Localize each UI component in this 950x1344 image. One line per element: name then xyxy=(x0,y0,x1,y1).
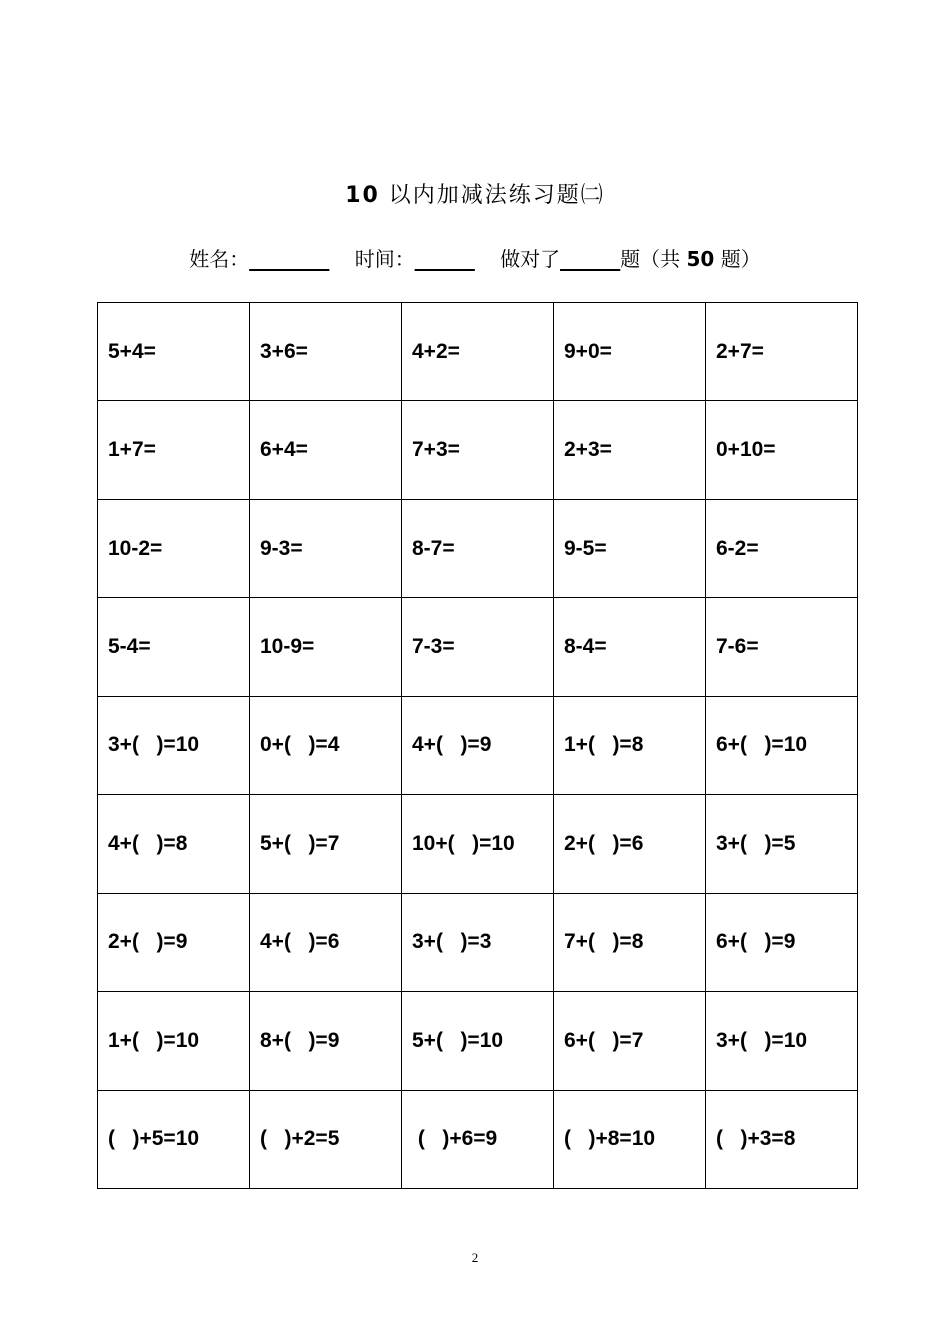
problem-cell: 3+( )=5 xyxy=(706,795,858,893)
time-blank: ______ xyxy=(414,247,475,271)
problem-row xyxy=(98,893,858,991)
problem-cell: 10-2= xyxy=(98,499,250,597)
page-number: 2 xyxy=(471,1250,479,1265)
problem-cell: 3+6= xyxy=(250,303,402,401)
correct-label: 做对了 xyxy=(500,247,561,271)
problem-cell: ( )+5=10 xyxy=(98,1090,250,1189)
problem-cell: 5+4= xyxy=(98,303,250,401)
problem-cell: 7+( )=8 xyxy=(554,893,706,991)
problem-cell: 7+3= xyxy=(402,401,554,499)
problem-row xyxy=(98,303,858,401)
problem-row xyxy=(98,1090,858,1189)
problem-cell: 4+2= xyxy=(402,303,554,401)
problem-cell: 3+( )=10 xyxy=(98,696,250,794)
problem-cell: 1+( )=8 xyxy=(554,696,706,794)
problem-cell: 9-3= xyxy=(250,499,402,597)
info-line xyxy=(0,244,950,274)
problem-cell: 7-6= xyxy=(706,598,858,696)
problem-cell: 1+7= xyxy=(98,401,250,499)
problem-row xyxy=(98,401,858,499)
title-text: 以内加减法练习题㈡ xyxy=(379,183,605,208)
problem-row xyxy=(98,598,858,696)
problem-cell: 6+( )=10 xyxy=(706,696,858,794)
problem-cell: 6+( )=9 xyxy=(706,893,858,991)
problem-cell: 2+( )=9 xyxy=(98,893,250,991)
problem-cell: ( )+2=5 xyxy=(250,1090,402,1189)
problem-cell: 6-2= xyxy=(706,499,858,597)
problem-cell: 0+( )=4 xyxy=(250,696,402,794)
problem-cell: 3+( )=3 xyxy=(402,893,554,991)
problem-cell: ( )+6=9 xyxy=(402,1090,554,1189)
problem-cell: 8+( )=9 xyxy=(250,992,402,1090)
problem-cell: 2+( )=6 xyxy=(554,795,706,893)
problem-cell: 2+3= xyxy=(554,401,706,499)
total-prefix: 题（共 xyxy=(620,247,687,271)
problem-cell: 3+( )=10 xyxy=(706,992,858,1090)
correct-blank: ______ xyxy=(560,247,621,271)
name-label: 姓名： xyxy=(189,247,250,271)
title-number: 10 xyxy=(345,183,380,208)
problem-cell: 10+( )=10 xyxy=(402,795,554,893)
problem-cell: 0+10= xyxy=(706,401,858,499)
problem-cell: 7-3= xyxy=(402,598,554,696)
problem-cell: 9+0= xyxy=(554,303,706,401)
problem-cell: 4+( )=6 xyxy=(250,893,402,991)
problem-cell: 4+( )=8 xyxy=(98,795,250,893)
total-suffix: 题） xyxy=(714,247,761,271)
problem-row xyxy=(98,696,858,794)
problem-cell: 5+( )=10 xyxy=(402,992,554,1090)
problem-cell: ( )+8=10 xyxy=(554,1090,706,1189)
problem-cell: 8-7= xyxy=(402,499,554,597)
total-number: 50 xyxy=(686,247,715,271)
problem-row xyxy=(98,499,858,597)
problem-grid xyxy=(97,302,858,1189)
name-blank: ________ xyxy=(249,247,330,271)
problem-row xyxy=(98,992,858,1090)
problem-cell: 5-4= xyxy=(98,598,250,696)
problem-cell: 1+( )=10 xyxy=(98,992,250,1090)
problem-cell: 9-5= xyxy=(554,499,706,597)
worksheet-title xyxy=(0,180,950,212)
problem-cell: 10-9= xyxy=(250,598,402,696)
time-label: 时间： xyxy=(354,247,415,271)
problem-cell: 6+( )=7 xyxy=(554,992,706,1090)
problem-row xyxy=(98,795,858,893)
problem-cell: ( )+3=8 xyxy=(706,1090,858,1189)
problem-cell: 6+4= xyxy=(250,401,402,499)
problem-cell: 2+7= xyxy=(706,303,858,401)
problem-cell: 8-4= xyxy=(554,598,706,696)
problem-cell: 4+( )=9 xyxy=(402,696,554,794)
problem-cell: 5+( )=7 xyxy=(250,795,402,893)
